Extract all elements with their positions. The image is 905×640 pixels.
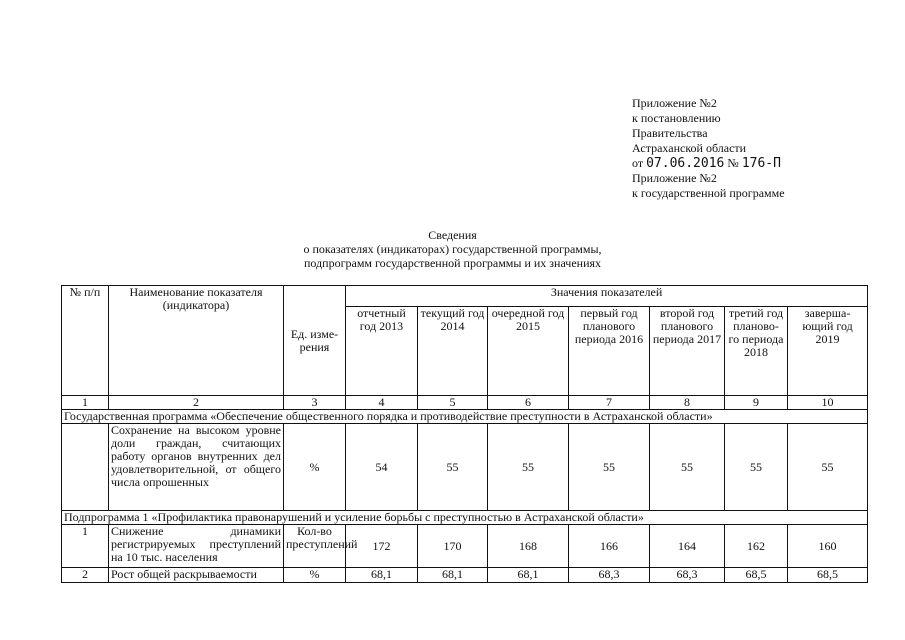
value-cell: 172 xyxy=(346,525,418,568)
header-year-2019: заверша- ющий год 2019 xyxy=(788,307,868,396)
value-cell: 68,5 xyxy=(788,568,868,583)
column-number: 6 xyxy=(488,396,569,410)
program-title-row xyxy=(62,410,868,424)
number-prefix: № xyxy=(727,156,739,170)
table-row xyxy=(62,525,868,568)
value-cell: 68,3 xyxy=(650,568,725,583)
column-number: 4 xyxy=(346,396,418,410)
date-prefix: от xyxy=(632,156,644,170)
header-unit: Ед. изме- рения xyxy=(284,286,346,396)
title-line-3: подпрограмм государственной программы и их значениях xyxy=(303,256,602,270)
column-number: 10 xyxy=(788,396,868,410)
value-cell: 162 xyxy=(725,525,788,568)
value-cell: 55 xyxy=(488,424,569,511)
value-cell: 160 xyxy=(788,525,868,568)
value-cell: 68,1 xyxy=(488,568,569,583)
value-cell: 55 xyxy=(418,424,488,511)
program-row-unit: % xyxy=(284,424,346,511)
value-cell: 168 xyxy=(488,525,569,568)
column-number: 8 xyxy=(650,396,725,410)
program-row-name: Сохранение на высоком уровне доли граждан, считающих работу органов внутренних дел удовлетворительной, от общего числа опрошенных xyxy=(109,424,284,511)
appendix-line-3: Правительства xyxy=(632,126,708,140)
header-year-2014: текущий год 2014 xyxy=(418,307,488,396)
value-cell: 68,3 xyxy=(569,568,650,583)
value-cell: 68,5 xyxy=(725,568,788,583)
header-values-group: Значения показателей xyxy=(346,286,868,307)
appendix-line-6: к государственной программе xyxy=(632,186,785,200)
column-number: 1 xyxy=(62,396,109,410)
appendix-line-5: Приложение №2 xyxy=(632,171,717,185)
value-cell: 68,1 xyxy=(418,568,488,583)
column-number: 2 xyxy=(109,396,284,410)
document-title xyxy=(0,228,905,270)
subprogram-title-row xyxy=(62,511,868,525)
indicators-table xyxy=(61,285,868,583)
column-number: 3 xyxy=(284,396,346,410)
value-cell: 170 xyxy=(418,525,488,568)
appendix-date-line xyxy=(632,156,882,171)
row-name: Снижение динамики регистрируемых преступлений на 10 тыс. населения xyxy=(109,525,284,568)
row-unit: Кол-во преступлений xyxy=(284,525,346,568)
value-cell: 55 xyxy=(788,424,868,511)
column-number: 9 xyxy=(725,396,788,410)
value-cell: 55 xyxy=(725,424,788,511)
header-year-2015: очередной год 2015 xyxy=(488,307,569,396)
row-name: Рост общей раскрываемости xyxy=(109,568,284,583)
header-row-1 xyxy=(62,286,868,307)
value-cell: 68,1 xyxy=(346,568,418,583)
column-number: 7 xyxy=(569,396,650,410)
number-value: 176-П xyxy=(741,156,781,171)
header-year-2016: первый год планового периода 2016 xyxy=(569,307,650,396)
value-cell: 54 xyxy=(346,424,418,511)
header-year-2018: третий год планово- го периода 2018 xyxy=(725,307,788,396)
row-num: 2 xyxy=(62,568,109,583)
row-unit: % xyxy=(284,568,346,583)
program-title: Государственная программа «Обеспечение общественного порядка и противодействие преступности в Астраханской области» xyxy=(62,410,868,424)
value-cell: 55 xyxy=(650,424,725,511)
appendix-line-1: Приложение №2 xyxy=(632,96,717,110)
appendix-line-2: к постановлению xyxy=(632,111,721,125)
value-cell: 166 xyxy=(569,525,650,568)
title-line-1: Сведения xyxy=(428,228,477,242)
row-num: 1 xyxy=(62,525,109,568)
appendix-line-4: Астраханской области xyxy=(632,141,747,155)
table-row xyxy=(62,568,868,583)
date-value: 07.06.2016 xyxy=(646,156,725,171)
column-number-row xyxy=(62,396,868,410)
header-year-2017: второй год планового периода 2017 xyxy=(650,307,725,396)
title-line-2: о показателях (индикаторах) государственной программы, xyxy=(303,242,602,256)
appendix-block xyxy=(632,96,882,201)
header-year-2013: отчетный год 2013 xyxy=(346,307,418,396)
column-number: 5 xyxy=(418,396,488,410)
header-num: № п/п xyxy=(62,286,109,396)
subprogram-title: Подпрограмма 1 «Профилактика правонарушений и усиление борьбы с преступностью в Астраханской области» xyxy=(62,511,868,525)
header-name: Наименование показателя (индикатора) xyxy=(109,286,284,396)
program-row-num xyxy=(62,424,109,511)
value-cell: 55 xyxy=(569,424,650,511)
value-cell: 164 xyxy=(650,525,725,568)
program-indicator-row xyxy=(62,424,868,511)
